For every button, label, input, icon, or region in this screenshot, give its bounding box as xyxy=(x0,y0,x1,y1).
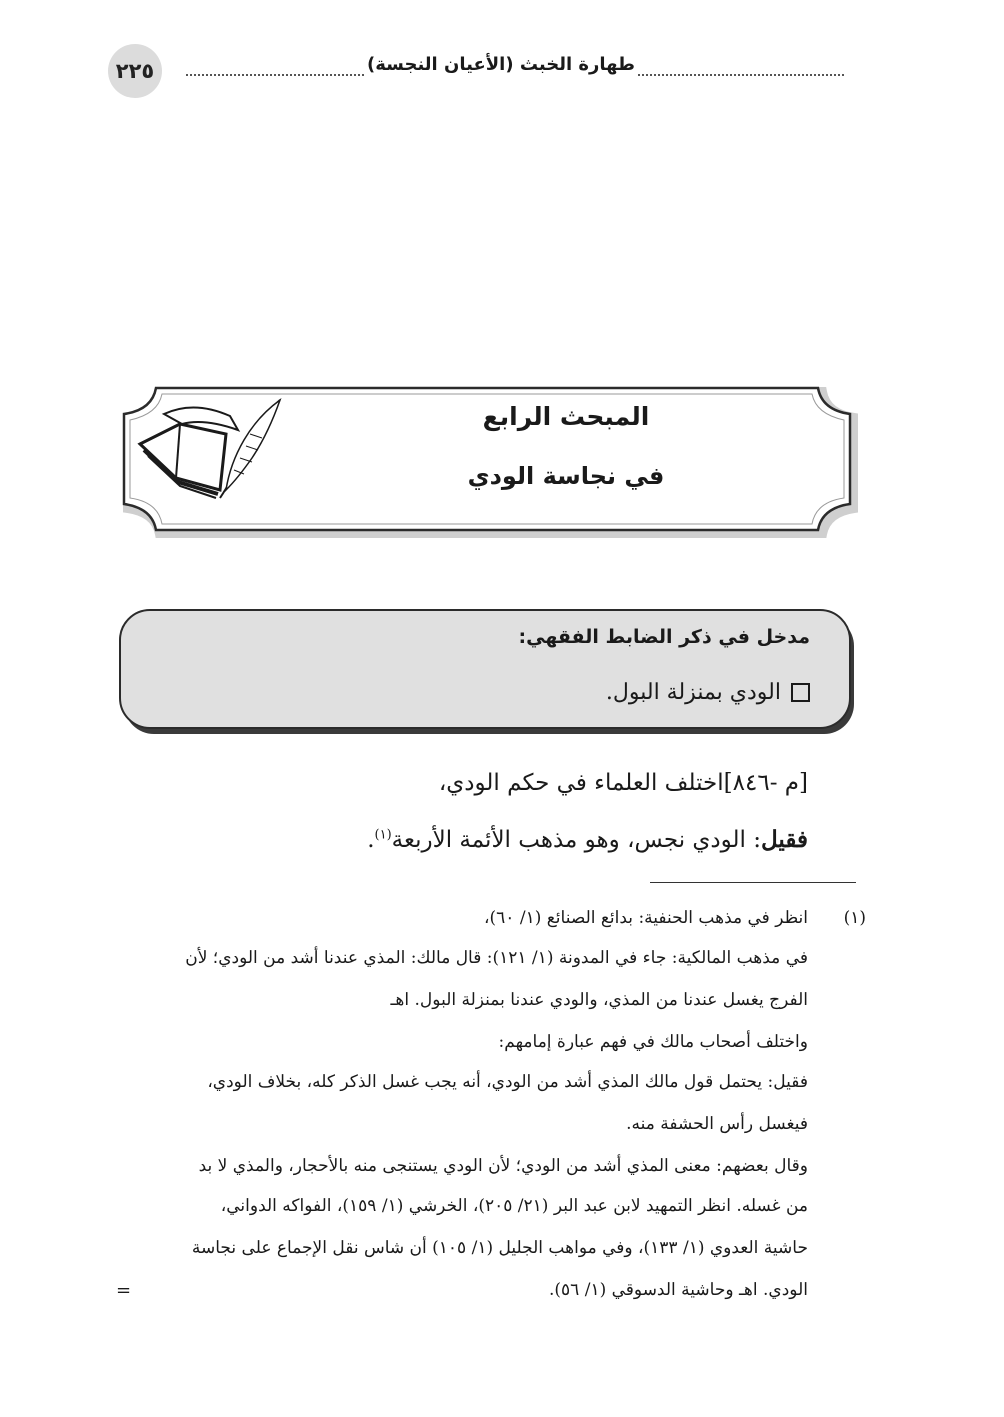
running-title: طهارة الخبث (الأعيان النجسة) xyxy=(367,54,635,75)
footnote-number: (١) xyxy=(843,908,866,928)
footnote-reference[interactable]: (١) xyxy=(374,827,392,843)
chapter-subtitle: في نجاسة الودي xyxy=(467,462,665,490)
footnote-line: من غسله. انظر التمهيد لابن عبد البر (٢١/ ٢٠٥)، الخرشي (١/ ١٥٩)، الفواكه الدواني، xyxy=(220,1196,808,1216)
footnote-line: الفرج يغسل عندنا من المذي، والودي عندنا بمنزلة البول. اهـ xyxy=(390,990,808,1010)
bold-term: فقيل xyxy=(761,826,808,853)
square-bullet-icon xyxy=(791,683,810,702)
rule-box-heading: مدخل في ذكر الضابط الفقهي: xyxy=(518,626,810,648)
chapter-title: المبحث الرابع xyxy=(482,402,650,431)
footnote-line: فقيل: يحتمل قول مالك المذي أشد من الودي، أنه يجب غسل الذكر كله، بخلاف الودي، xyxy=(207,1072,808,1092)
footnote-line: انظر في مذهب الحنفية: بدائع الصنائع (١/ ٦٠)، xyxy=(484,908,808,928)
footnote-line: فيغسل رأس الحشفة منه. xyxy=(626,1114,808,1134)
book-and-quill-icon xyxy=(134,394,284,504)
footnote-line: حاشية العدوي (١/ ١٣٣)، وفي مواهب الجليل (١/ ١٠٥) أن شاس نقل الإجماع على نجاسة xyxy=(191,1238,808,1258)
fiqh-rule-box xyxy=(118,608,858,736)
header-dotted-leader-left xyxy=(186,74,364,76)
footnote-line: وقال بعضهم: معنى المذي أشد من الودي؛ لأن الودي يستنجى منه بالأحجار، والمذي لا بد xyxy=(198,1156,808,1176)
rule-item xyxy=(606,680,810,705)
running-header xyxy=(108,44,848,96)
chapter-heading-frame xyxy=(116,380,858,538)
body-text: : الودي نجس، وهو مذهب الأئمة الأربعة xyxy=(391,827,761,853)
body-text-end: . xyxy=(367,827,375,853)
page-number: ٢٢٥ xyxy=(108,44,162,98)
rule-item-text: الودي بمنزلة البول. xyxy=(605,680,781,705)
continuation-mark: = xyxy=(116,1280,132,1301)
header-dotted-leader-right xyxy=(638,74,844,76)
body-paragraph-line: [م -٨٤٦]اختلف العلماء في حكم الودي، xyxy=(438,770,808,796)
body-paragraph-line xyxy=(367,826,808,853)
footnote-line: الودي. اهـ وحاشية الدسوقي (١/ ٥٦). xyxy=(548,1280,808,1300)
footnote-line: واختلف أصحاب مالك في فهم عبارة إمامهم: xyxy=(498,1032,808,1052)
footnote-separator xyxy=(650,882,856,883)
footnote-line: في مذهب المالكية: جاء في المدونة (١/ ١٢١): قال مالك: المذي عندنا أشد من الودي؛ لأن xyxy=(185,948,808,968)
